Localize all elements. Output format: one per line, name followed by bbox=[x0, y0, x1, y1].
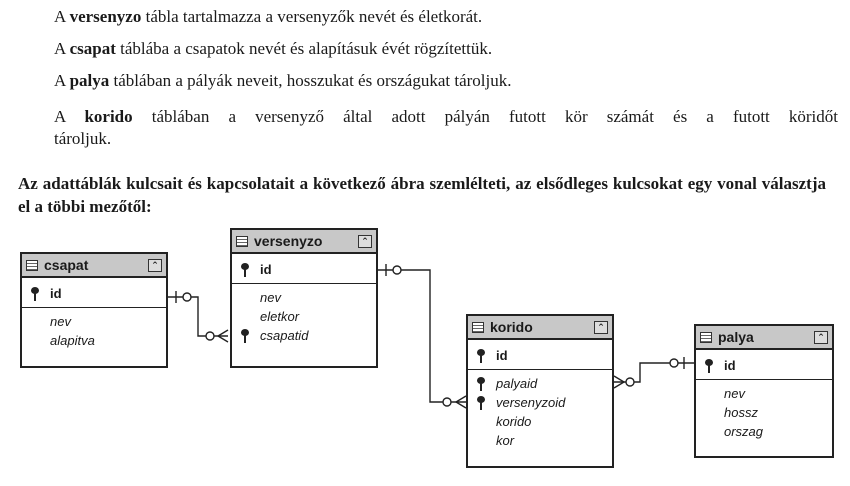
paragraph-palya: A palya táblában a pályák neveit, hosszukat és országukat tároljuk. bbox=[54, 71, 512, 90]
field-row: csapatid bbox=[232, 326, 376, 345]
field-row: eletkor bbox=[260, 309, 300, 324]
table-grid-icon bbox=[26, 260, 38, 271]
table-grid-icon bbox=[236, 236, 248, 247]
field-row: alapitva bbox=[50, 333, 95, 348]
chevron-double-up-icon[interactable]: ⌃ bbox=[814, 331, 828, 344]
table-name: korido bbox=[490, 319, 533, 335]
field-row: hossz bbox=[724, 405, 758, 420]
table-csapat[interactable] bbox=[20, 252, 168, 368]
field-row: orszag bbox=[724, 424, 764, 439]
relation-versenyzo-korido bbox=[378, 270, 466, 402]
table-grid-icon bbox=[472, 322, 484, 333]
field-row: id bbox=[22, 284, 166, 303]
primary-key-icon bbox=[476, 349, 486, 363]
field-row: nev bbox=[50, 314, 71, 329]
chevron-double-up-icon[interactable]: ⌃ bbox=[148, 259, 162, 272]
primary-key-icon bbox=[476, 377, 486, 391]
field-row: korido bbox=[496, 414, 532, 429]
field-row: palyaid bbox=[468, 374, 612, 393]
field-row: id bbox=[696, 356, 832, 375]
relation-csapat-versenyzo bbox=[168, 297, 228, 336]
table-grid-icon bbox=[700, 332, 712, 343]
table-name: palya bbox=[718, 329, 754, 345]
relation-palya-korido bbox=[614, 363, 694, 382]
table-name: versenyzo bbox=[254, 233, 323, 249]
chevron-double-up-icon[interactable]: ⌃ bbox=[594, 321, 608, 334]
field-row: kor bbox=[496, 433, 515, 448]
table-palya[interactable] bbox=[694, 324, 834, 458]
primary-key-icon bbox=[30, 287, 40, 301]
primary-key-icon bbox=[240, 263, 250, 277]
paragraph-csapat: A csapat táblába a csapatok nevét és alapításuk évét rögzítettük. bbox=[54, 39, 493, 58]
field-row: id bbox=[468, 346, 612, 365]
paragraph-versenyzo: A versenyzo tábla tartalmazza a versenyzők nevét és életkorát. bbox=[54, 7, 483, 26]
primary-key-icon bbox=[704, 359, 714, 373]
primary-key-icon bbox=[240, 329, 250, 343]
table-korido[interactable] bbox=[466, 314, 614, 468]
table-name: csapat bbox=[44, 257, 89, 273]
primary-key-icon bbox=[476, 396, 486, 410]
field-row: id bbox=[232, 260, 376, 279]
table-versenyzo[interactable] bbox=[230, 228, 378, 368]
field-row: nev bbox=[260, 290, 281, 305]
chevron-double-up-icon[interactable]: ⌃ bbox=[358, 235, 372, 248]
paragraph-korido: A korido táblában a versenyző által adott pályán futott kör számát és a futott köridőt tároljuk. bbox=[54, 107, 838, 148]
field-row: nev bbox=[724, 386, 745, 401]
diagram-heading: Az adattáblák kulcsait és kapcsolatait a következő ábra szemlélteti, az elsődleges kulcsokat egy vonal választja el a többi mezőtől: bbox=[18, 174, 826, 216]
field-row: versenyzoid bbox=[468, 393, 612, 412]
